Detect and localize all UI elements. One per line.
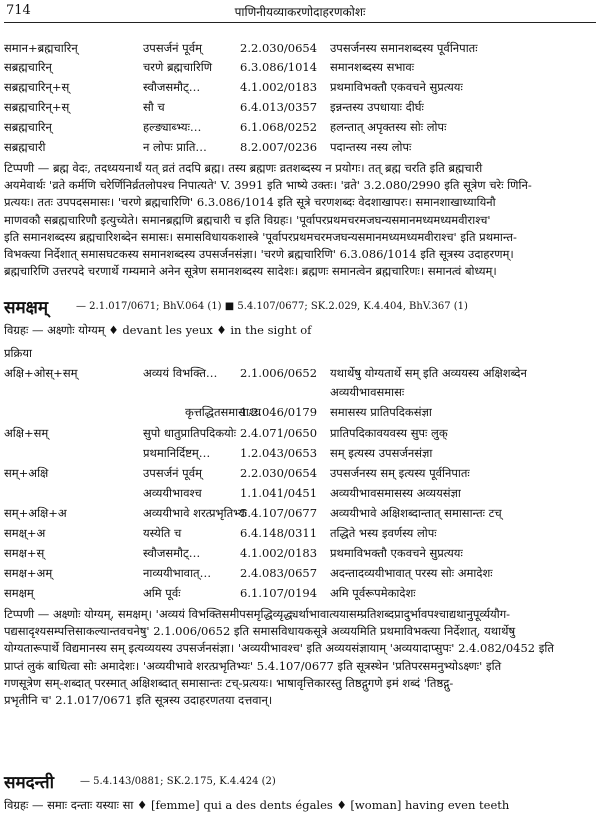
t2-gloss: उपसर्जनस्य सम् इत्यस्य पूर्वनिपातः	[330, 466, 470, 480]
t1-form: सब्रह्मचारिन्+स्	[4, 100, 70, 114]
t2-form: अक्षि+ओस्+सम्	[4, 366, 78, 380]
headword: समक्षम्	[4, 298, 49, 318]
t2-form: सम्+अक्षि+अ	[4, 506, 67, 520]
t2-gloss: अमि पूर्वरूपमेकादेशः	[330, 586, 416, 600]
note-line: प्रभृतीनि च' 2.1.017/0671 इति सूत्रस्य उदाहरणतया दत्तवान्।	[4, 693, 273, 708]
note-line: प्रत्ययः। ततः उपपदसमासः। 'चरणे ब्रह्मचारिणि' 6.3.086/1014 इति सूत्रे चरणशब्दः वेदशाखापरः। समानशाखाध्यायिनौ	[4, 195, 496, 210]
t2-sutra: सुपो धातुप्रातिपदिकयोः	[143, 426, 237, 440]
t2-ref: 4.1.002/0183	[240, 546, 318, 560]
note-line: इति समानशब्दस्य ब्रह्मचारिशब्देन समासः। समासविधायकशास्त्रे 'पूर्वापरप्रथमचरमजघन्यसमानमध्यमध्यमवीराश्च' इति प्रथमान्त-	[4, 229, 517, 244]
t1-form: सब्रह्मचारी	[4, 140, 46, 154]
t1-ref: 6.3.086/1014	[240, 60, 318, 74]
t2-ref: 2.2.030/0654	[240, 466, 318, 480]
t2-gloss: सम् इत्यस्य उपसर्जनसंज्ञा	[330, 446, 433, 460]
t2-form: सम्+अक्षि	[4, 466, 49, 480]
t1-ref: 4.1.002/0183	[240, 80, 318, 94]
t2-form: समक्ष्+अ	[4, 526, 46, 540]
t2-sutra: अव्ययीभावश्च	[143, 486, 202, 500]
note-line: योग्यतारूपार्थे विद्यमानस्य सम् इत्यव्ययस्य उपसर्जनसंज्ञा। 'अव्ययीभावश्च' इति अव्ययसंज्ञायाम् 'अव्ययादाप्सुपः' 2.4.082/0452 इति	[4, 641, 554, 656]
note-line: अयमेवार्थः 'व्रते कर्मणि चरेर्णिनिर्व्रतलोपश्च निपात्यते' V. 3991 इति भाष्ये उक्तः। 'व्रते' 3.2.080/2990 इति सूत्रेण चरेः णिनि-	[4, 178, 532, 193]
t1-ref: 2.2.030/0654	[240, 41, 318, 55]
t2-ref: 2.4.071/0650	[240, 426, 318, 440]
t1-gloss: उपसर्जनस्य समानशब्दस्य पूर्वनिपातः	[330, 41, 478, 55]
t1-sutra: हल्ङ्याब्भ्यः…	[143, 120, 202, 134]
note-line: टिप्पणी — ब्रह्म वेदः, तदध्ययनार्थं यत् व्रतं तदपि ब्रह्म। तस्य ब्रह्मणः व्रतशब्दस्य न प्रयोगः। तत् ब्रह्म चरति इति ब्रह्मचारी	[4, 161, 483, 175]
note-line: पद्यसादृश्यसम्पत्तिसाकल्यान्तवचनेषु' 2.1.006/0652 इति समासविधायकसूत्रे अव्ययमिति प्रथमाविभक्त्या निर्देशात्, यथार्थेषु	[4, 624, 516, 639]
page-number: 714	[6, 3, 31, 18]
t2-ref: 2.1.006/0652	[240, 366, 318, 380]
t1-sutra: चरणे ब्रह्मचारिणि	[143, 60, 213, 74]
t2-sutra: कृत्तद्धितसमासाश्च	[185, 405, 262, 419]
note-line: माणवकौ सब्रह्मचारिणौ इत्युच्येते। समानब्रह्मणि ब्रह्मचारी च इति विग्रहः। 'पूर्वापरप्रथमचरमजघन्यसमानमध्यमध्यमवीराश्च'	[4, 212, 491, 227]
note-line: ब्रह्मचारिणि उत्तरपदे चरणार्थे गम्यमाने अनेन सूत्रेण समानशब्दस्य सादेशः। ब्रह्मणः समानत्वेन ब्रह्मचारिणः। समानत्वं बोध्यम्।	[4, 264, 497, 279]
t2-gloss: तद्धिते भस्य इवर्णस्य लोपः	[330, 526, 437, 540]
t2-gloss: अव्ययीभावे अक्षिशब्दान्तात् समासान्तः टच्	[330, 506, 502, 520]
note-line: टिप्पणी — अक्ष्णोः योग्यम्, समक्षम्। 'अव्ययं विभक्तिसमीपसमृद्धिव्यृद्ध्यर्थाभावात्ययासम्प्रतिशब्दप्रादुर्भावपश्चाद्यथानुपूर्व्ययौग-	[4, 607, 511, 621]
note-2	[4, 606, 596, 709]
t2-gloss: अव्ययीभावसमासस्य अव्ययसंज्ञा	[330, 486, 461, 500]
note-line: विभक्त्या निर्देशात् समासघटकस्य समानशब्दस्य उपसर्जनसंज्ञा। 'चरणे ब्रह्मचारिणि' 6.3.086/1014 इति सूत्रस्य उदाहरणम्।	[4, 247, 514, 262]
t2-ref: 1.1.041/0451	[240, 486, 318, 500]
t1-sutra: स्वौजसमौट्…	[143, 80, 201, 94]
t1-gloss: प्रथमाविभक्तौ एकवचने सुप्रत्ययः	[330, 80, 463, 94]
t2-ref: 6.4.148/0311	[240, 526, 318, 540]
note-line: प्राप्तं लुकं बाधित्वा सोः अमादेशः। 'अव्ययीभावे शरत्प्रभृतिभ्यः' 5.4.107/0677 इति सूत्रस्थेन 'प्रतिपरसमनुभ्योऽक्ष्णः' इति	[4, 658, 502, 673]
page-header	[0, 0, 600, 22]
header-rule	[4, 22, 596, 23]
headword-refs: — 5.4.143/0881; SK.2.175, K.4.424 (2)	[80, 776, 276, 787]
headword-refs: — 2.1.017/0671; BhV.064 (1) ■ 5.4.107/0677; SK.2.029, K.4.404, BhV.367 (1)	[76, 301, 468, 312]
t2-gloss: प्रथमाविभक्तौ एकवचने सुप्रत्ययः	[330, 546, 463, 560]
t2-sutra: प्रथमानिर्दिष्टम्…	[143, 446, 211, 460]
vigraha: विग्रहः — समाः दन्ताः यस्याः सा ♦ [femme] qui a des dents égales ♦ [woman] having even teeth	[4, 798, 510, 812]
t2-ref: 1.2.046/0179	[240, 405, 318, 419]
t2-form: अक्षि+सम्	[4, 426, 49, 440]
prakriya-label: प्रक्रिया	[4, 346, 33, 360]
t1-sutra: सौ च	[143, 100, 165, 114]
t2-ref: 6.1.107/0194	[240, 586, 318, 600]
t2-sutra: स्वौजसमौट्…	[143, 546, 201, 560]
t1-ref: 6.4.013/0357	[240, 100, 318, 114]
note-1	[4, 160, 596, 280]
t2-sutra: नाव्ययीभावात्…	[143, 566, 212, 580]
t1-gloss: पदान्तस्य नस्य लोपः	[330, 140, 412, 154]
t2-sutra: अव्ययं विभक्ति…	[143, 366, 218, 380]
t2-form: समक्ष+अम्	[4, 566, 53, 580]
t1-sutra: उपसर्जनं पूर्वम्	[143, 41, 202, 55]
t2-sutra: उपसर्जनं पूर्वम्	[143, 466, 202, 480]
t1-sutra: न लोपः प्राति…	[143, 140, 207, 154]
note-line: गणसूत्रेण सम्-शब्दात् परस्मात् अक्षिशब्दात् समासान्तः टच्-प्रत्ययः। भाषावृत्तिकारस्तु तिष्ठद्गुगणे इमं शब्दं 'तिष्ठद्गु-	[4, 675, 454, 690]
t1-form: समान+ब्रह्मचारिन्	[4, 41, 78, 55]
t2-gloss: अदन्तादव्ययीभावात् परस्य सोः अमादेशः	[330, 566, 493, 580]
t1-ref: 8.2.007/0236	[240, 140, 318, 154]
t2-ref: 1.2.043/0653	[240, 446, 318, 460]
t2-ref: 2.4.083/0657	[240, 566, 318, 580]
t2-sutra: यस्येति च	[143, 526, 182, 540]
vigraha: विग्रहः — अक्ष्णोः योग्यम् ♦ devant les yeux ♦ in the sight of	[4, 323, 312, 337]
t2-gloss: समासस्य प्रातिपदिकसंज्ञा	[330, 405, 432, 419]
t2-form: समक्षम्	[4, 586, 34, 600]
t1-ref: 6.1.068/0252	[240, 120, 318, 134]
t1-form: सब्रह्मचारिन्	[4, 60, 52, 74]
t2-gloss: अव्ययीभावसमासः	[330, 385, 405, 399]
t2-gloss: यथार्थेषु योग्यतार्थे सम् इति अव्ययस्य अक्षिशब्देन	[330, 366, 527, 380]
running-title: पाणिनीयव्याकरणोदाहरणकोशः	[234, 5, 366, 19]
t1-gloss: समानशब्दस्य सभावः	[330, 60, 415, 74]
headword: समदन्ती	[4, 773, 55, 793]
t2-sutra: अव्ययीभावे शरत्प्रभृतिभ्यः	[143, 506, 247, 520]
t1-form: सब्रह्मचारिन्+स्	[4, 80, 70, 94]
t1-gloss: हलन्तात् अपृक्तस्य सोः लोपः	[330, 120, 447, 134]
t2-sutra: अमि पूर्वः	[143, 586, 181, 600]
t2-gloss: प्रातिपदिकावयवस्य सुपः लुक्	[330, 426, 448, 440]
t2-ref: 5.4.107/0677	[240, 506, 318, 520]
t2-form: समक्ष+स्	[4, 546, 45, 560]
t1-form: सब्रह्मचारिन्	[4, 120, 52, 134]
t1-gloss: इन्नन्तस्य उपधायाः दीर्घः	[330, 100, 424, 114]
